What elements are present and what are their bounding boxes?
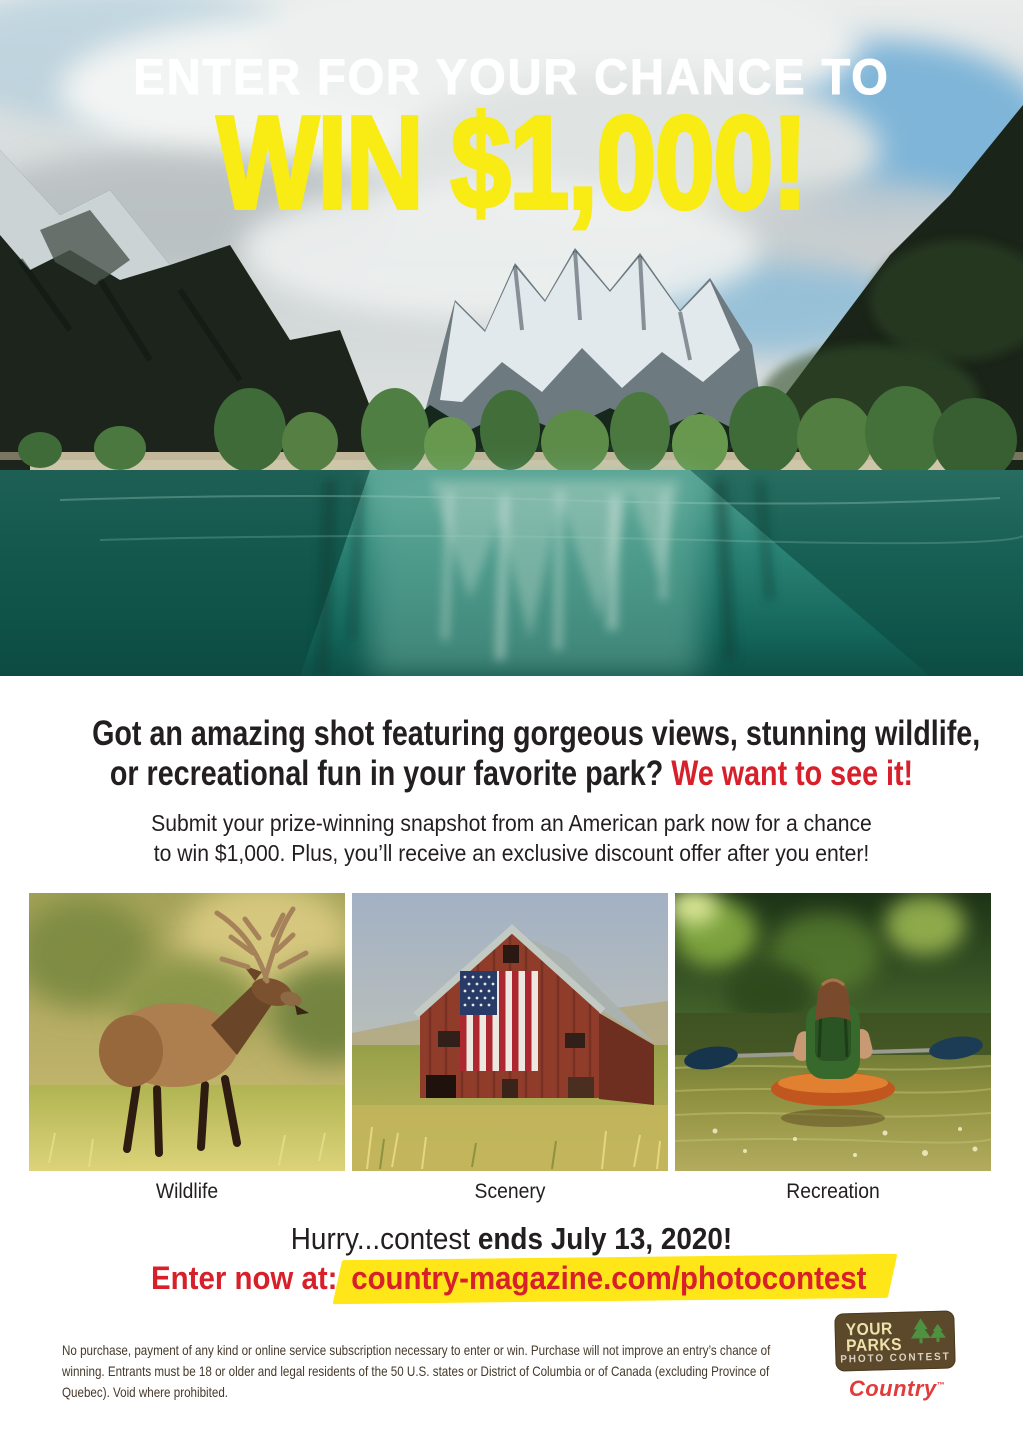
- intro-section: [0, 714, 1023, 868]
- country-brand-text: Country: [848, 1376, 937, 1401]
- deadline-prefix: Hurry...contest: [290, 1221, 478, 1256]
- enter-prefix: Enter now at:: [151, 1260, 346, 1296]
- legal-line2: winning. Entrants must be 18 or older and legal residents of the 50 U.S. states or District of Columbia or of Canada (excluding Province of: [62, 1363, 770, 1379]
- intro-headline-line1: Got an amazing shot featuring gorgeous views, stunning wildlife,: [92, 714, 981, 753]
- your-parks-logo: [835, 1312, 959, 1402]
- legal-line1: No purchase, payment of any kind or online service subscription necessary to enter or win. Purchase will not improve an entry’s chance of: [62, 1342, 771, 1358]
- intro-sub-line1: Submit your prize-winning snapshot from an American park now for a chance: [151, 810, 872, 836]
- hero-prize-headline: WIN $1,000!: [216, 89, 807, 236]
- caption-wildlife: Wildlife: [155, 1180, 219, 1203]
- pine-trees-icon: [907, 1317, 948, 1348]
- intro-headline-accent: We want to see it!: [671, 754, 914, 793]
- deadline-date: ends July 13, 2020!: [477, 1221, 733, 1256]
- photo-wildlife-elk: [29, 893, 345, 1171]
- photo-scenery-barn: [352, 893, 668, 1171]
- trademark-symbol: ™: [936, 1380, 946, 1390]
- deadline-line: [51, 1222, 972, 1256]
- logo-photo-contest-text: PHOTO CONTEST: [840, 1350, 951, 1366]
- intro-sub-line2: to win $1,000. Plus, you’ll receive an exclusive discount offer after you enter!: [153, 840, 870, 866]
- barn-photo-art: [352, 893, 668, 1171]
- category-captions: [29, 1180, 991, 1204]
- caption-scenery: Scenery: [474, 1180, 546, 1203]
- intro-subtext: [0, 808, 1023, 868]
- elk-photo-art: [29, 893, 345, 1171]
- hero-banner: [0, 0, 1023, 676]
- kayak-photo-art: [675, 893, 991, 1171]
- your-parks-logo-box: [834, 1310, 955, 1371]
- caption-recreation: Recreation: [786, 1180, 880, 1203]
- country-brand: [835, 1376, 959, 1402]
- logo-parks-text: PARKS: [845, 1334, 903, 1356]
- enter-line: [41, 1260, 982, 1296]
- category-photos: [29, 893, 991, 1171]
- photo-recreation-kayak: [675, 893, 991, 1171]
- legal-text: [62, 1340, 802, 1403]
- intro-headline: [0, 714, 1023, 794]
- legal-line3: Quebec). Void where prohibited.: [62, 1384, 229, 1400]
- hero-kicker: ENTER FOR YOUR CHANCE TO: [133, 49, 890, 105]
- intro-headline-line2: or recreational fun in your favorite park?: [109, 754, 672, 793]
- cta-block: [0, 1222, 1023, 1296]
- logo-your-text: YOUR: [845, 1319, 893, 1340]
- contest-url: country-magazine.com/photocontest: [346, 1260, 872, 1296]
